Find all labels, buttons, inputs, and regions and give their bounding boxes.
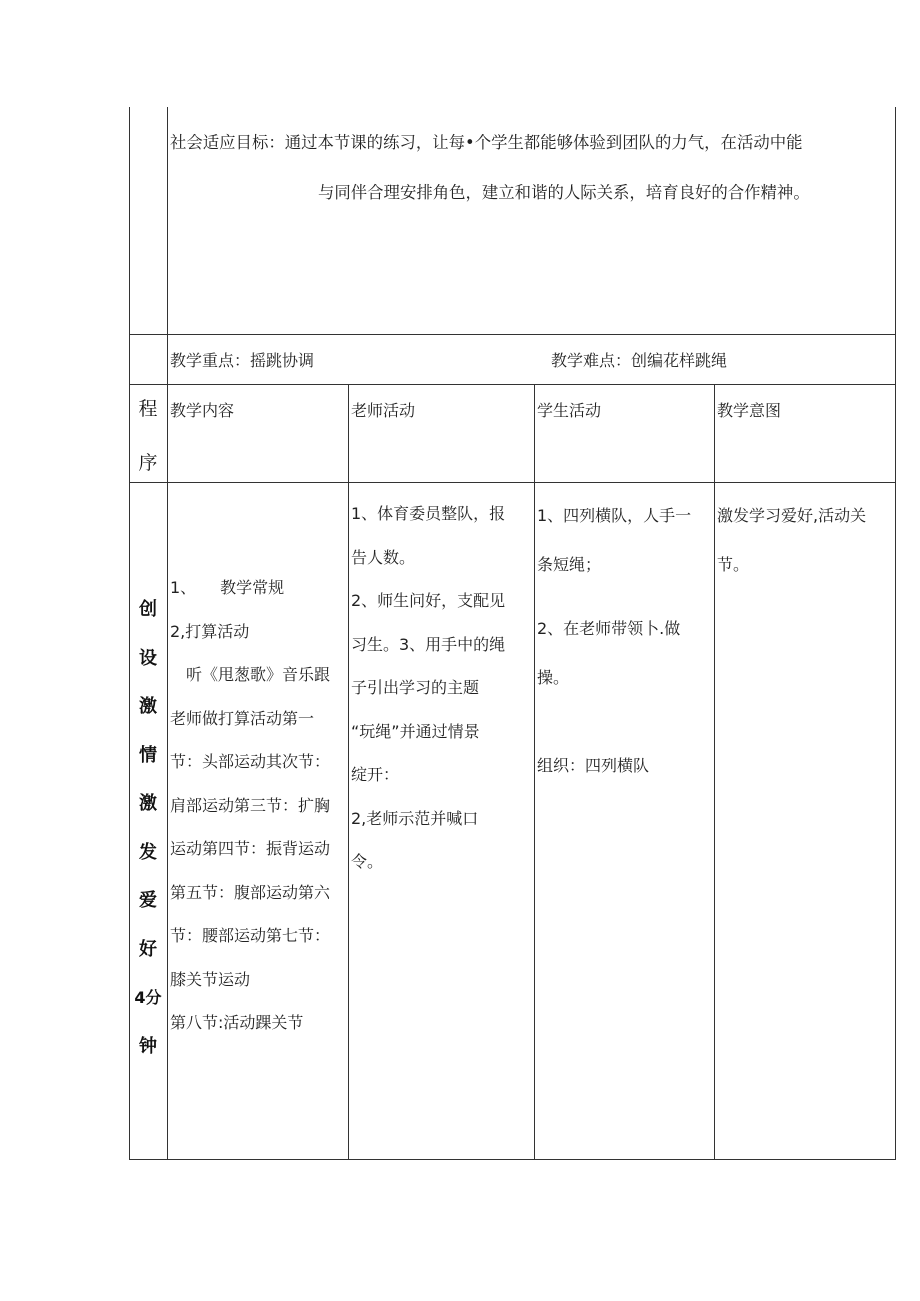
student-line: 2、在老师带领卜.做	[537, 619, 681, 638]
teacher-line: 习生。3、用手中的绳	[351, 634, 506, 654]
header-procedure-char: 序	[138, 452, 158, 474]
table-divider-procedure	[167, 107, 168, 1160]
procedure-char: 爱	[139, 890, 157, 911]
content-line: 老师做打算活动第一	[170, 708, 315, 728]
teaching-difficulty: 教学难点：创编花样跳绳	[551, 351, 728, 370]
procedure-char: 创	[139, 599, 157, 620]
student-line: 组织：四列横队	[537, 756, 650, 775]
table-divider-teacher	[534, 384, 535, 1160]
table-border-bottom	[129, 1159, 896, 1160]
table-divider-student	[714, 384, 715, 1160]
social-objective-line-2: 与同伴合理安排角色，建立和谐的人际关系，培育良好的合作精神。	[318, 183, 810, 202]
content-line: 运动第四节：振背运动	[170, 839, 331, 858]
procedure-char: 好	[139, 938, 157, 960]
social-objective-line-1: 社会适应目标：通过本节课的练习，让每•个学生都能够体验到团队的力气，在活动中能	[170, 133, 803, 152]
student-line	[537, 702, 714, 742]
teacher-line: 2,老师示范并喊口	[351, 808, 479, 828]
content-line: 节：头部运动其次节：	[170, 752, 331, 771]
teacher-activity-cell	[351, 492, 534, 884]
intent-line: 节。	[717, 554, 750, 574]
content-line: 2,打算活动	[170, 621, 250, 641]
header-teacher-activity: 老师活动	[351, 401, 416, 420]
header-teaching-content: 教学内容	[170, 401, 235, 420]
section-procedure	[130, 586, 166, 1071]
student-line: 1、四列横队，人手一	[537, 506, 692, 525]
table-border-right	[895, 107, 896, 1160]
table-divider-content	[348, 384, 349, 1160]
row-divider-objectives	[129, 334, 896, 335]
row-divider-focus	[129, 384, 896, 385]
content-line: 听《甩葱歌》音乐跟	[170, 665, 331, 684]
teacher-line: “玩绳”并通过情景	[351, 721, 480, 741]
row-divider-header	[129, 482, 896, 483]
header-teaching-intent: 教学意图	[717, 401, 782, 420]
teacher-line: 告人数。	[351, 547, 416, 567]
student-line	[537, 589, 714, 605]
content-line: 肩部运动第三节：扩胸	[170, 795, 331, 815]
teacher-line: 1、体育委员整队，报	[351, 504, 506, 523]
content-line: 1、 教学常规	[170, 578, 285, 597]
teacher-line: 令。	[351, 852, 384, 871]
content-line: 节：腰部运动第七节：	[170, 926, 331, 945]
procedure-char: 激	[139, 696, 157, 717]
procedure-char: 钟	[139, 1035, 157, 1057]
content-line: 第五节：腹部运动第六	[170, 882, 331, 902]
teacher-line: 2、师生问好，支配见	[351, 591, 506, 610]
header-procedure-char: 程	[138, 398, 158, 420]
procedure-char: 设	[139, 647, 157, 669]
procedure-char: 激	[139, 793, 157, 814]
content-line: 第八节:活动踝关节	[170, 1013, 304, 1032]
header-procedure	[130, 396, 166, 476]
teaching-key-point: 教学重点：摇跳协调	[170, 351, 315, 370]
teacher-line: 子引出学习的主题	[351, 678, 480, 697]
procedure-char: 4分	[134, 988, 162, 1007]
intent-line: 激发学习爱好,活动关	[717, 506, 867, 525]
student-activity-cell	[537, 492, 714, 791]
content-line: 膝关节运动	[170, 969, 251, 989]
student-line: 操。	[537, 667, 570, 687]
teaching-intent-cell	[717, 492, 895, 589]
procedure-char: 情	[139, 744, 157, 766]
teaching-content-cell	[170, 566, 348, 1045]
teacher-line: 绽开：	[351, 765, 400, 784]
procedure-char: 发	[139, 841, 157, 863]
student-line: 条短绳；	[537, 554, 602, 574]
header-student-activity: 学生活动	[537, 401, 602, 420]
